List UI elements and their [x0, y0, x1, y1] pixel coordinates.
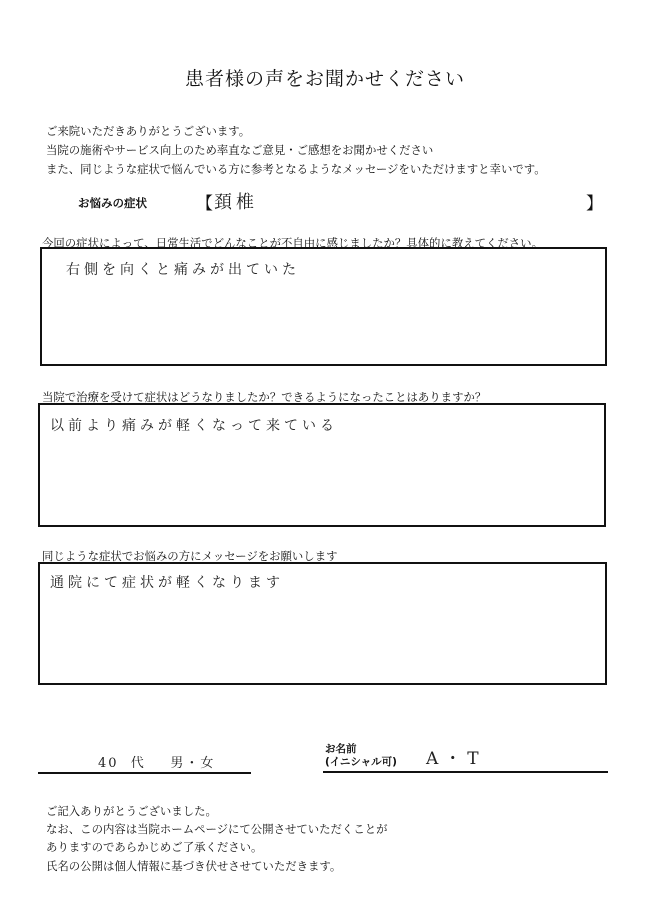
question-1-label: 今回の症状によって、日常生活でどんなことが不自由に感じましたか？具体的に教えてください。	[42, 236, 543, 250]
age-sex-value[interactable]: 40 代 男・女	[98, 756, 216, 771]
name-underline	[323, 771, 608, 773]
intro-line-1: ご来院いただきありがとうございます。	[46, 124, 251, 138]
question-1-answer-box[interactable]	[40, 247, 607, 366]
question-3-answer: 通院にて症状が軽くなります	[50, 575, 284, 591]
name-hint: (イニシャル可)	[325, 756, 397, 768]
intro-line-2: 当院の施術やサービス向上のため率直なご意見・ご感想をお聞かせください	[46, 143, 434, 157]
closing-text	[46, 802, 388, 875]
name-label: お名前	[325, 743, 357, 755]
symptom-bracket-close: 】	[586, 194, 603, 214]
question-2-answer: 以前より痛みが軽くなって来ている	[50, 418, 338, 434]
page-title: 患者様の声をお聞かせください	[184, 68, 465, 90]
closing-line-4: 氏名の公開は個人情報に基づき伏せさせていただきます。	[46, 858, 342, 873]
closing-line-2: なお、この内容は当院ホームページにて公開させていただくことが	[46, 822, 388, 837]
question-3-label: 同じような症状でお悩みの方にメッセージをお願いします	[42, 549, 338, 563]
symptom-label: お悩みの症状	[78, 196, 147, 210]
question-2-answer-box[interactable]	[38, 403, 606, 527]
symptom-bracket-open: 【	[196, 194, 213, 214]
symptom-value[interactable]: 頚椎	[214, 192, 258, 213]
closing-line-1: ご記入ありがとうございました。	[46, 804, 217, 818]
question-3-answer-box[interactable]	[38, 562, 607, 685]
closing-line-3: ありますのであらかじめご了承ください。	[46, 840, 263, 855]
name-value[interactable]: A・T	[426, 749, 485, 769]
intro-line-3: また、同じような症状で悩んでいる方に参考となるようなメッセージをいただけますと幸いです。	[46, 162, 546, 176]
question-1-answer: 右側を向くと痛みが出ていた	[66, 262, 300, 278]
age-sex-underline	[38, 772, 251, 774]
question-2-label: 当院で治療を受けて症状はどうなりましたか？できるようになったことはありますか？	[42, 390, 487, 404]
intro-text	[46, 122, 546, 179]
